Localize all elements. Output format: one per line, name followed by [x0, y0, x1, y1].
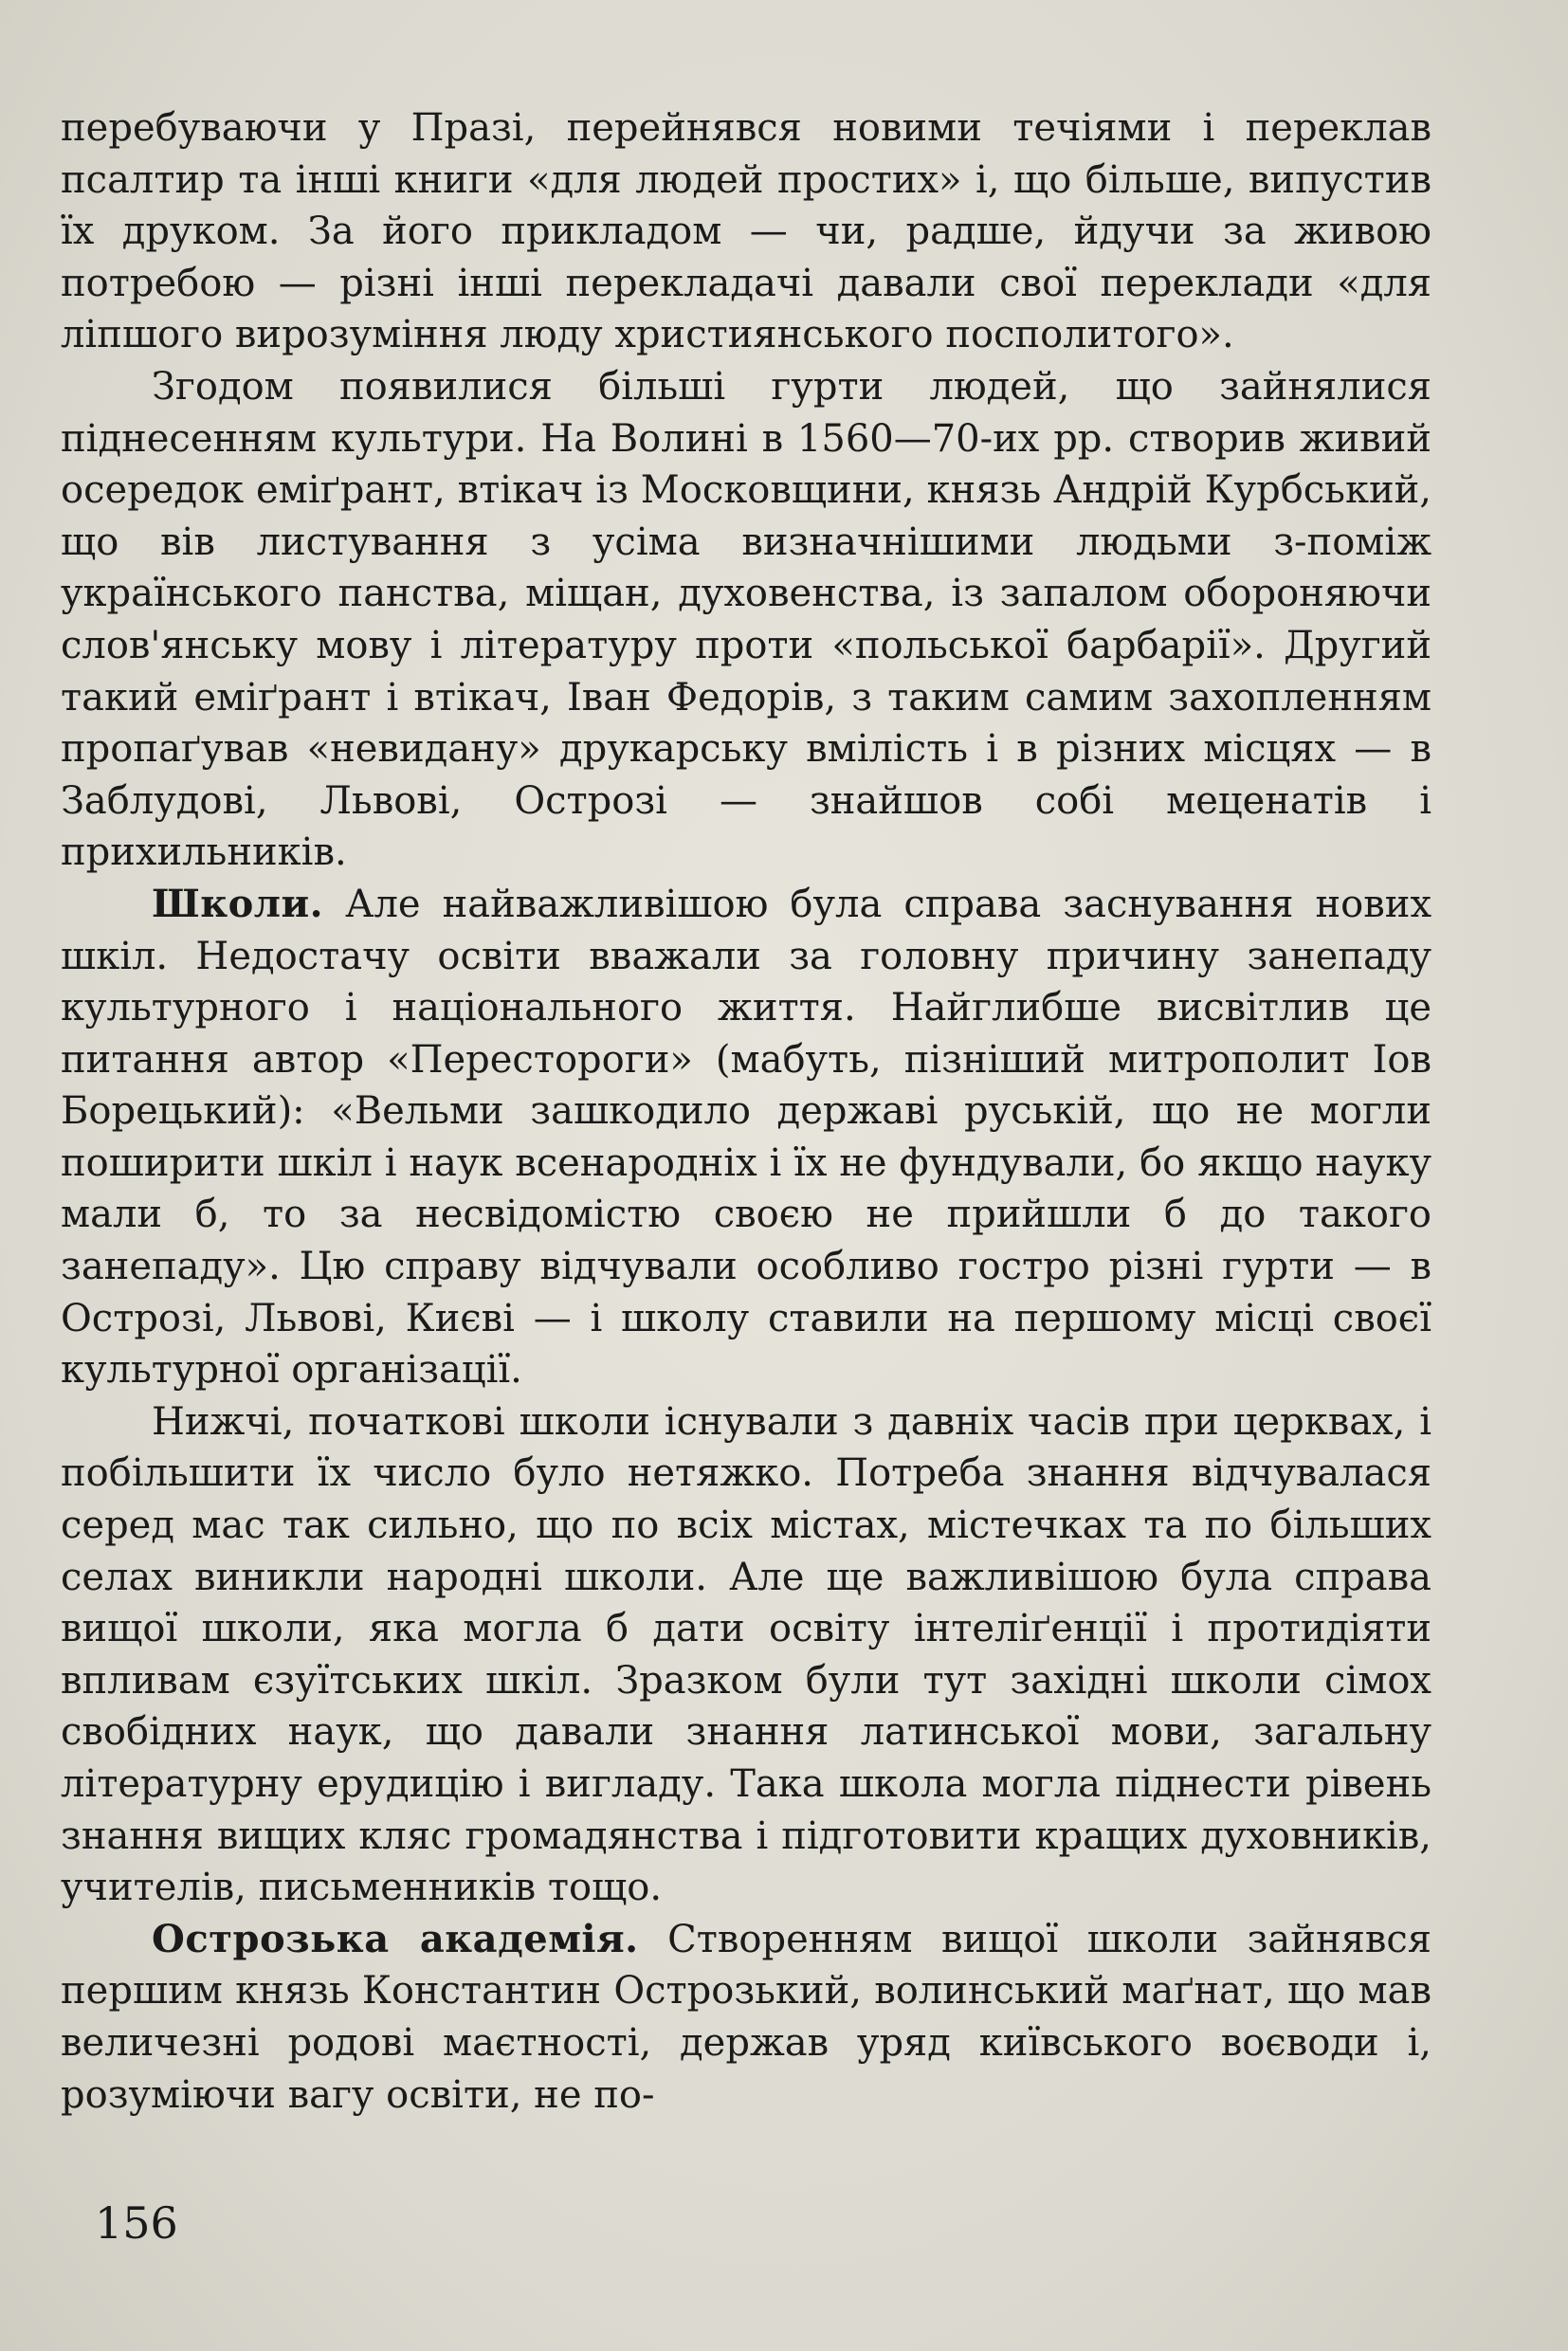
paragraph [61, 361, 1431, 879]
body-text [61, 102, 1431, 2121]
paragraph [61, 1396, 1431, 1914]
paragraph-text: перебуваючи у Празі, перейнявся новими течіями і переклав псалтир та інші книги «для людей простих» і, що більше, випустив їх друком. За його прикладом — чи, радше, йдучи за живою потребою — різні інші перекладачі давали свої переклади «для ліпшого вирозуміння люду християнського посполитого». [61, 106, 1431, 357]
paragraph [61, 1914, 1431, 2121]
paragraph [61, 879, 1431, 1396]
paragraph-text: Нижчі, початкові школи існували з давніх часів при церквах, і побільшити їх число було нетяжко. Потреба знання відчувалася серед мас так сильно, що по всіх містах, містечках та по більших селах виникли народні школи. Але ще важливішою була справа вищої школи, яка могла б дати освіту інтеліґенції і протидіяти впливам єзуїтських шкіл. Зразком були тут західні школи сімох свобідних наук, що давали знання латинської мови, загальну літературну ерудицію і вигладу. Така школа могла піднести рівень знання вищих кляс громадянства і підготовити кращих духовників, учителів, письменників тощо. [61, 1399, 1431, 1910]
section-heading: Школи. [152, 881, 324, 926]
page-number: 156 [95, 2197, 178, 2249]
paragraph [61, 102, 1431, 361]
paragraph-text: Згодом появилися більші гурти людей, що зайнялися піднесенням культури. На Волині в 1560—70-их рр. створив живий осередок еміґрант, втікач із Московщини, князь Андрій Курбський, що вів листування з усіма визначнішими людьми з-поміж українського панства, міщан, духовенства, із запалом обороняючи слов'янську мову і літературу проти «польської барбарії». Другий такий еміґрант і втікач, Іван Федорів, з таким самим захопленням пропаґував «невидану» друкарську вмілість і в різних місцях — в Заблудові, Львові, Острозі — знайшов собі меценатів і прихильників. [61, 364, 1431, 875]
section-heading: Острозька академія. [152, 1916, 639, 1961]
paragraph-text: Але найважливішою була справа заснування нових шкіл. Недостачу освіти вважали за головну причину занепаду культурного і національного життя. Найглибше висвітлив це питання автор «Перестороги» (мабуть, пізніший митрополит Іов Борецький): «Вельми зашкодило державі руській, що не могли поширити шкіл і наук всенародніх і їх не фундували, бо якщо науку мали б, то за несвідомістю своєю не прийшли б до такого занепаду». Цю справу відчували особливо гостро різні гурти — в Острозі, Львові, Києві — і школу ставили на першому місці своєї культурної організації. [61, 882, 1432, 1393]
paragraph-text: Створенням вищої школи зайнявся першим князь Константин Острозький, волинський маґнат, що мав величезні родові маєтності, держав уряд київського воєводи і, розуміючи вагу освіти, не по- [61, 1917, 1431, 2117]
